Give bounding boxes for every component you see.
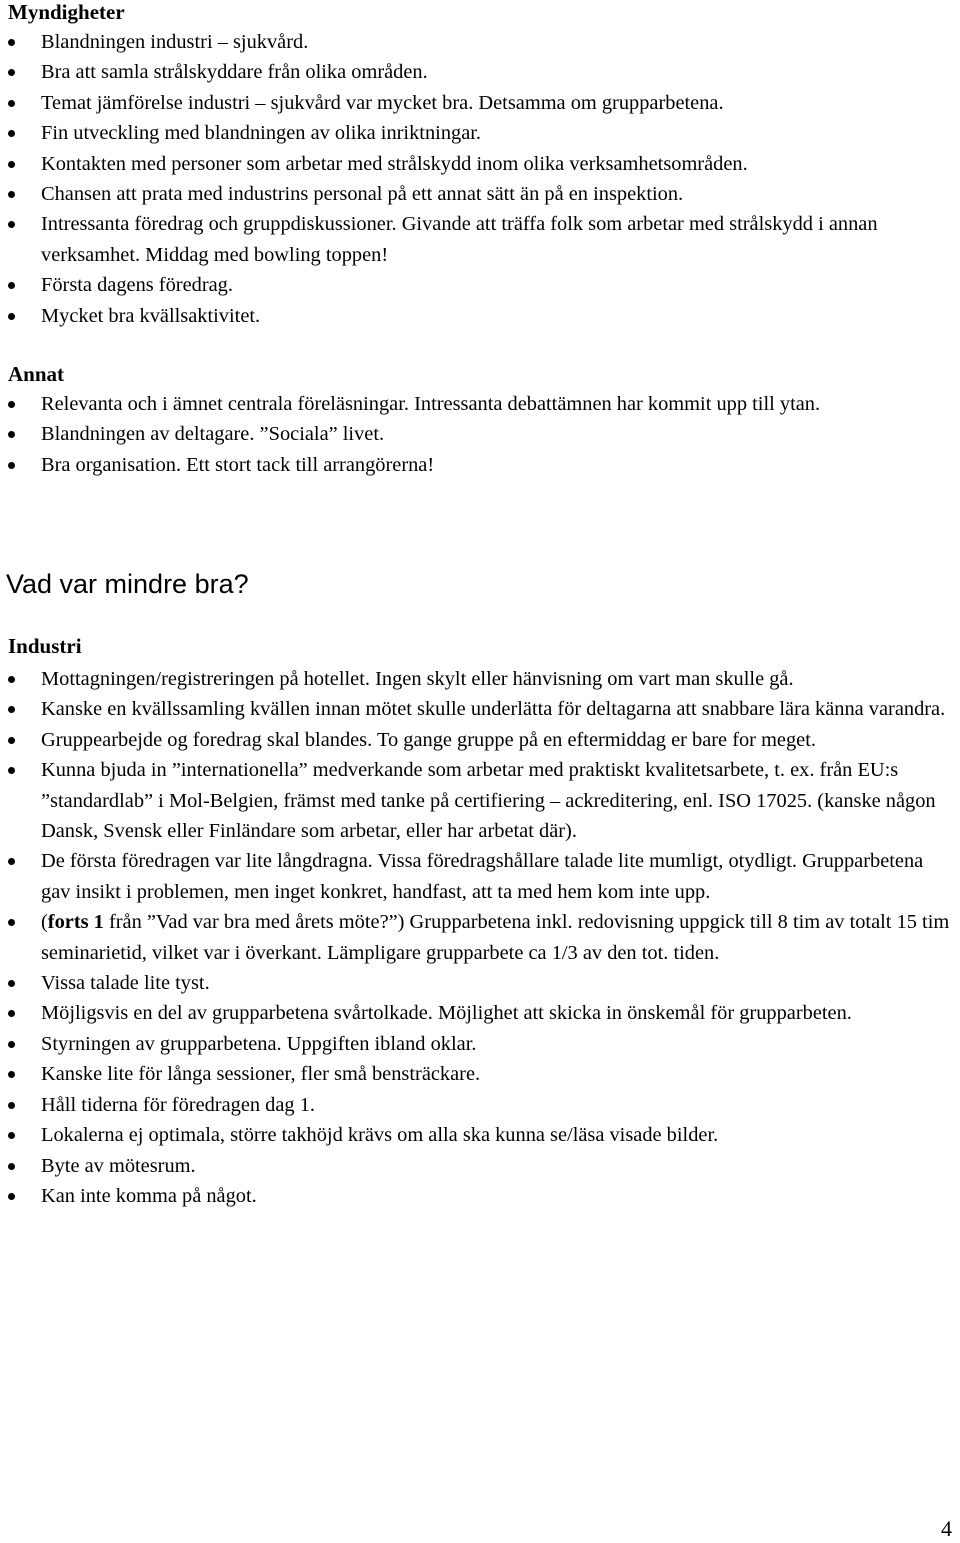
- section-annat: [0, 362, 960, 480]
- section-industri: [0, 634, 960, 1211]
- list-item: Lokalerna ej optimala, större takhöjd krävs om alla ska kunna se/läsa visade bilder.: [0, 1120, 960, 1150]
- bullet-list: [0, 27, 960, 331]
- list-item: Kontakten med personer som arbetar med strålskydd inom olika verksamhetsområden.: [0, 149, 960, 179]
- list-item: Mottagningen/registreringen på hotellet. Ingen skylt eller hänvisning om vart man skulle gå.: [0, 664, 960, 694]
- section-title: Vad var mindre bra?: [6, 569, 249, 599]
- list-item: Kunna bjuda in ”internationella” medverkande som arbetar med praktiskt kvalitetsarbete, t. ex. från EU:s ”standardlab” i Mol-Belgien, främst med tanke på certifiering – ackreditering, enl. ISO 17025. (kanske någon Dansk, Svensk eller Finländare som arbetar, eller har arbetat där).: [0, 755, 960, 846]
- list-item: Vissa talade lite tyst.: [0, 968, 960, 998]
- list-item: Blandningen av deltagare. ”Sociala” livet.: [0, 419, 960, 449]
- list-item: Gruppearbejde og foredrag skal blandes. To gange gruppe på en eftermiddag er bare for meget.: [0, 725, 960, 755]
- forts-rest: från ”Vad var bra med årets möte?”) Grupparbetena inkl. redovisning uppgick till 8 tim av totalt 15 tim seminarietid, vilket var i överkant. Lämpligare grupparbete ca 1/3 av den tot. tiden.: [41, 911, 950, 964]
- bullet-list: [0, 664, 960, 1211]
- list-item: Relevanta och i ämnet centrala föreläsningar. Intressanta debattämnen har kommit upp till ytan.: [0, 389, 960, 419]
- list-item: Kanske en kvällssamling kvällen innan mötet skulle underlätta för deltagarna att snabbare lära känna varandra.: [0, 694, 960, 724]
- list-item: Chansen att prata med industrins personal på ett annat sätt än på en inspektion.: [0, 179, 960, 209]
- list-item: Blandningen industri – sjukvård.: [0, 27, 960, 57]
- list-item: Kan inte komma på något.: [0, 1181, 960, 1211]
- list-item: Byte av mötesrum.: [0, 1151, 960, 1181]
- forts-prefix: (: [41, 911, 48, 934]
- forts-bold: forts 1: [47, 911, 104, 934]
- list-item: Styrningen av grupparbetena. Uppgiften ibland oklar.: [0, 1029, 960, 1059]
- list-item-forts: [0, 907, 960, 968]
- list-item: De första föredragen var lite långdragna. Vissa föredragshållare talade lite mumligt, otydligt. Grupparbetena gav insikt i problemen, men inget konkret, handfast, att ta med hem kom inte upp.: [0, 846, 960, 907]
- list-item: Första dagens föredrag.: [0, 270, 960, 300]
- section-myndigheter: [0, 0, 960, 331]
- list-item: Möjligsvis en del av grupparbetena svårtolkade. Möjlighet att skicka in önskemål för grupparbeten.: [0, 998, 960, 1028]
- bullet-list: [0, 389, 960, 480]
- list-item: Kanske lite för långa sessioner, fler små bensträckare.: [0, 1059, 960, 1089]
- list-item: Temat jämförelse industri – sjukvård var mycket bra. Detsamma om grupparbetena.: [0, 88, 960, 118]
- section-heading: Annat: [8, 362, 65, 386]
- section-heading: Myndigheter: [8, 0, 125, 24]
- list-item: Bra organisation. Ett stort tack till arrangörerna!: [0, 450, 960, 480]
- list-item: Mycket bra kvällsaktivitet.: [0, 301, 960, 331]
- page-number: 4: [941, 1516, 952, 1541]
- list-item: Håll tiderna för föredragen dag 1.: [0, 1090, 960, 1120]
- list-item: Fin utveckling med blandningen av olika inriktningar.: [0, 118, 960, 148]
- section-heading: Industri: [8, 634, 82, 658]
- list-item: Bra att samla strålskyddare från olika områden.: [0, 57, 960, 87]
- list-item: Intressanta föredrag och gruppdiskussioner. Givande att träffa folk som arbetar med strålskydd i annan verksamhet. Middag med bowling toppen!: [0, 209, 960, 270]
